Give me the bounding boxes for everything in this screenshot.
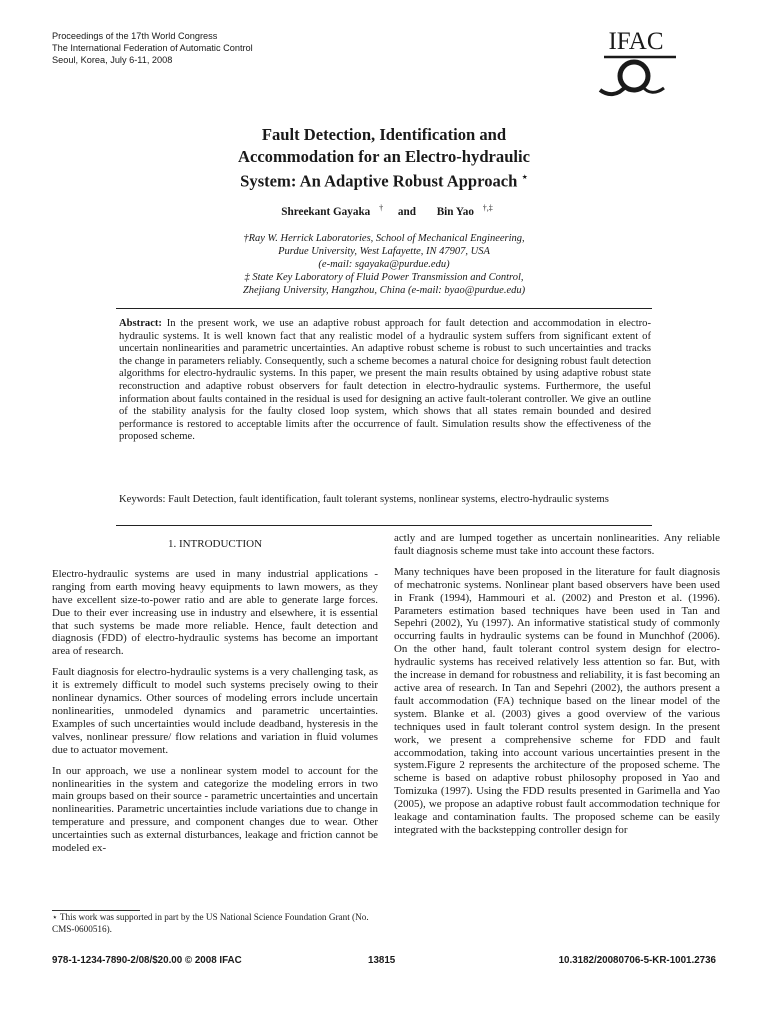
abstract-bottom-rule bbox=[116, 525, 652, 526]
author-1 bbox=[275, 203, 384, 218]
author-2-name: Bin Yao bbox=[436, 205, 474, 218]
author-1-name: Shreekant Gayaka bbox=[281, 205, 371, 218]
keywords-text: Fault Detection, fault identification, fault tolerant systems, nonlinear systems, electro-hydraulic systems bbox=[168, 494, 609, 505]
abstract-text: In the present work, we use an adaptive robust approach for fault detection and accommodation in electro-hydraulic systems. It is well known fact that any realistic model of a hydraulic system suffers from significant extent of uncertain nonlinearities and parametric uncertainties. An adaptive robust scheme is robust to such uncertainties and tracks the change in parameters reliably. Consequently, such a scheme becomes a natural choice for designing robust fault detection algorithms for electro-hydraulic systems. In this paper, we present the main results obtained by using adaptive robust state reconstruction and adaptive robust observers for fault detection in electro-hydraulic systems. Furthermore, the useful information about faults contained in the residual is used for designing an active fault-tolerant controller. We give an outline of the stability analysis for the faulty closed loop system, which shows that all states remain bounded and desired performance is restored to acceptable limits after the occurrence of fault. Simulation results show the effectiveness of the proposed scheme. bbox=[119, 318, 651, 443]
paper-title bbox=[150, 124, 618, 192]
affiliation-line-3: (e-mail: sgayaka@purdue.edu) bbox=[318, 259, 450, 270]
author-2 bbox=[431, 203, 493, 218]
abstract bbox=[119, 318, 651, 444]
title-line-3-text: System: An Adaptive Robust Approach bbox=[240, 171, 518, 191]
abstract-label: Abstract: bbox=[119, 318, 162, 329]
affiliation-line-5: Zhejiang University, Hangzhou, China (e-mail: byao@purdue.edu) bbox=[242, 285, 526, 296]
left-paragraph-1: Electro-hydraulic systems are used in many industrial applications - ranging from earth moving heavy equipments to lawn mowers, as they have excellent size-to-power ratio and are able to generate large forces. Due to their ever increasing use in industry and elsewhere, it is essential that such systems be made more reliable. Hence, fault detection and diagnosis (FDD) of electro-hydraulic systems has become an important area of research. bbox=[52, 567, 378, 658]
abstract-top-rule bbox=[116, 308, 652, 309]
right-paragraph-2: Many techniques have been proposed in the literature for fault diagnosis of mechatronic systems. Nonlinear plant based observers have been used in Frank (1994), Hammouri et al. (2002) and Preston et al. (1996). Parameters estimation based techniques have been used in Tan and Sepehri (2002), Yu (1997). An informative statistical study of commonly occurring faults in hydraulic systems can be found in Munchhof (2006). On the other hand, fault tolerant control system design for electro-hydraulic systems has received relatively less attention so far. But, with the increase in demand for robustness and reliability, it is fast becoming an active area of research. In Tan and Sepehri (2002), the authors present a fault accommodation (FA) technique based on the linear model of the system. Blanke et al. (2003) gives a good overview of the various techniques used in fault tolerant control system design. In the present work, we present a comprehensive scheme for FDD and fault accommodation, taking into account various uncertainties present in the system.Figure 2 represents the architecture of the proposed scheme. The scheme is based on adaptive robust philosophy proposed in Yao and Tomizuka (1997). Using the FDD results presented in Garimella and Yao (2005), we propose an adaptive robust fault accommodation technique for leakage and contamination faults. The proposed scheme can be easily integrated with the backstepping controller design for bbox=[394, 565, 720, 836]
footnote: ⋆ This work was supported in part by the US National Science Foundation Grant (No. CMS-0600516). bbox=[52, 912, 369, 934]
proceedings-header bbox=[52, 30, 253, 66]
logo-text: IFAC bbox=[608, 28, 664, 55]
footnote-rule bbox=[52, 910, 140, 911]
section-heading-introduction: 1. INTRODUCTION bbox=[167, 538, 263, 550]
left-column bbox=[52, 538, 378, 855]
title-footnote-mark: ⋆ bbox=[521, 172, 528, 183]
right-paragraph-1: actly and are lumped together as uncertain nonlinearities. Any reliable fault diagnosis scheme must take into account these factors. bbox=[394, 532, 720, 557]
affiliations bbox=[150, 232, 618, 297]
header-line-3: Seoul, Korea, July 6-11, 2008 bbox=[52, 55, 173, 65]
footer-isbn: 978-1-1234-7890-2/08/$20.00 © 2008 IFAC bbox=[52, 955, 242, 966]
footer-doi: 10.3182/20080706-5-KR-1001.2736 bbox=[558, 955, 716, 966]
author-conjunction: and bbox=[397, 205, 416, 218]
affiliation-line-1: †Ray W. Herrick Laboratories, School of Mechanical Engineering, bbox=[243, 233, 525, 244]
keywords-label: Keywords: bbox=[119, 494, 166, 505]
affiliation-line-2: Purdue University, West Lafayette, IN 47907, USA bbox=[278, 246, 490, 257]
author-1-mark: † bbox=[379, 203, 384, 212]
footer-page-number: 13815 bbox=[368, 955, 396, 966]
left-paragraph-3: In our approach, we use a nonlinear system model to account for the nonlinearities in the system and categorize the modeling errors in two main groups based on their source - parametric uncertainties and uncertain nonlinearities. Parametric uncertainties include variations due to change in temperature and pressure, and component changes due to wear. Other uncertainties such as external disturbances, leakage and friction cannot be modeled ex- bbox=[52, 764, 378, 855]
author-list bbox=[150, 203, 618, 218]
keywords bbox=[119, 494, 651, 507]
left-paragraph-2: Fault diagnosis for electro-hydraulic systems is a very challenging task, as it is extremely difficult to model such systems precisely owing to their nonlinear dynamics. Other sources of modeling errors include uncertain nonlinearities, unmodeled dynamics and parametric uncertainties. Examples of such uncertainties would include deadband, hysteresis in the valves, nonlinear pressure/ flow relations and variation in fluid volumes due to actuator movement. bbox=[52, 666, 378, 756]
affiliation-line-4: ‡ State Key Laboratory of Fluid Power Transmission and Control, bbox=[244, 272, 524, 283]
title-line-3 bbox=[150, 167, 618, 192]
title-line-1: Fault Detection, Identification and bbox=[261, 125, 507, 144]
header-line-1: Proceedings of the 17th World Congress bbox=[52, 31, 218, 41]
right-column bbox=[394, 532, 720, 837]
title-line-2: Accommodation for an Electro-hydraulic bbox=[237, 146, 531, 166]
ifac-logo bbox=[590, 24, 682, 102]
author-2-mark: †,‡ bbox=[482, 203, 493, 212]
header-line-2: The International Federation of Automatic Control bbox=[52, 43, 253, 53]
